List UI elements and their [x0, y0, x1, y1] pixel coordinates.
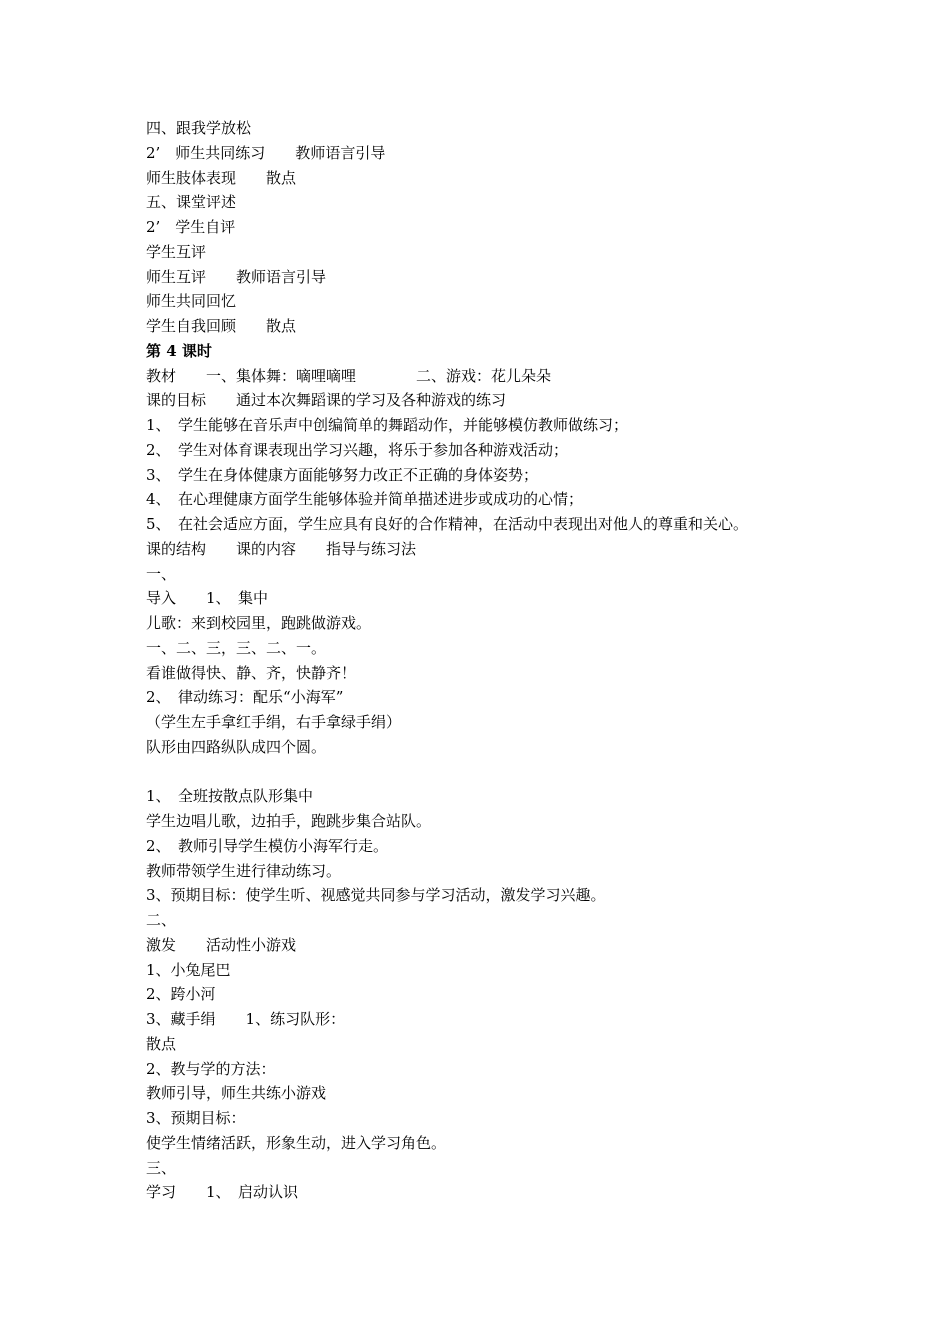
text-line: 课的目标 通过本次舞蹈课的学习及各种游戏的练习	[146, 391, 507, 410]
text-line: 教师带领学生进行律动练习。	[146, 861, 342, 880]
text-line: 教师引导，师生共练小游戏	[146, 1084, 327, 1103]
text-line: 2’ 学生自评	[146, 218, 236, 236]
text-line: 2、 学生对体育课表现出学习兴趣，将乐于参加各种游戏活动；	[146, 440, 569, 459]
text-line: 散点	[146, 1034, 177, 1053]
text-line: 一、	[146, 564, 177, 583]
text-line: 3、预期目标：使学生听、视感觉共同参与学习活动，激发学习兴趣。	[146, 886, 606, 905]
text-line: 学生互评	[146, 242, 207, 261]
text-line: 师生肢体表现 散点	[146, 168, 297, 187]
text-line: 2、 教师引导学生模仿小海军行走。	[146, 836, 389, 855]
text-line: 三、	[146, 1158, 177, 1177]
text-line: 使学生情绪活跃，形象生动，进入学习角色。	[146, 1133, 447, 1152]
text-line: 看谁做得快、静、齐，快静齐！	[146, 663, 357, 682]
text-line	[146, 760, 846, 785]
text-line: 学生边唱儿歌，边拍手，跑跳步集合站队。	[146, 812, 432, 830]
text-line: 导入 1、 集中	[146, 589, 269, 608]
text-line: 儿歌：来到校园里，跑跳做游戏。	[146, 614, 372, 632]
text-line: 2、 律动练习：配乐“小海军”	[146, 688, 344, 707]
text-line: 教材 一、集体舞：嘀哩嘀哩 二、游戏：花儿朵朵	[146, 366, 552, 385]
text-line: 二、	[146, 911, 177, 929]
text-line: 一、二、三，三、二、一。	[146, 638, 327, 657]
text-line: 队形由四路纵队成四个圆。	[146, 737, 327, 756]
text-line: 2、跨小河	[146, 985, 216, 1004]
text-line: 5、 在社会适应方面，学生应具有良好的合作精神，在活动中表现出对他人的尊重和关心。	[146, 515, 749, 533]
text-line: 3、 学生在身体健康方面能够努力改正不正确的身体姿势；	[146, 465, 539, 484]
text-line: （学生左手拿红手绢，右手拿绿手绢）	[146, 713, 402, 731]
text-line: 1、 学生能够在音乐声中创编简单的舞蹈动作，并能够模仿教师做练习；	[146, 416, 629, 434]
text-line: 2、教与学的方法：	[146, 1059, 276, 1078]
text-line: 课的结构 课的内容 指导与练习法	[146, 539, 417, 558]
text-line: 激发 活动性小游戏	[146, 935, 297, 954]
text-line: 学生自我回顾 散点	[146, 317, 297, 335]
text-line: 四、跟我学放松	[146, 119, 252, 137]
text-line: 学习 1、 启动认识	[146, 1183, 299, 1202]
text-line: 师生互评 教师语言引导	[146, 267, 327, 286]
text-line: 1、小兔尾巴	[146, 960, 231, 979]
text-line: 1、 全班按散点队形集中	[146, 787, 314, 806]
text-line: 五、课堂评述	[146, 193, 237, 212]
text-line: 4、 在心理健康方面学生能够体验并简单描述进步或成功的心情；	[146, 490, 584, 509]
document-page	[146, 116, 846, 1205]
section-heading: 第 4 课时	[146, 341, 212, 360]
text-line: 3、藏手绢 1、练习队形：	[146, 1010, 346, 1028]
text-line: 2’ 师生共同练习 教师语言引导	[146, 143, 386, 162]
text-line: 3、预期目标：	[146, 1109, 246, 1127]
text-line: 师生共同回忆	[146, 292, 237, 311]
